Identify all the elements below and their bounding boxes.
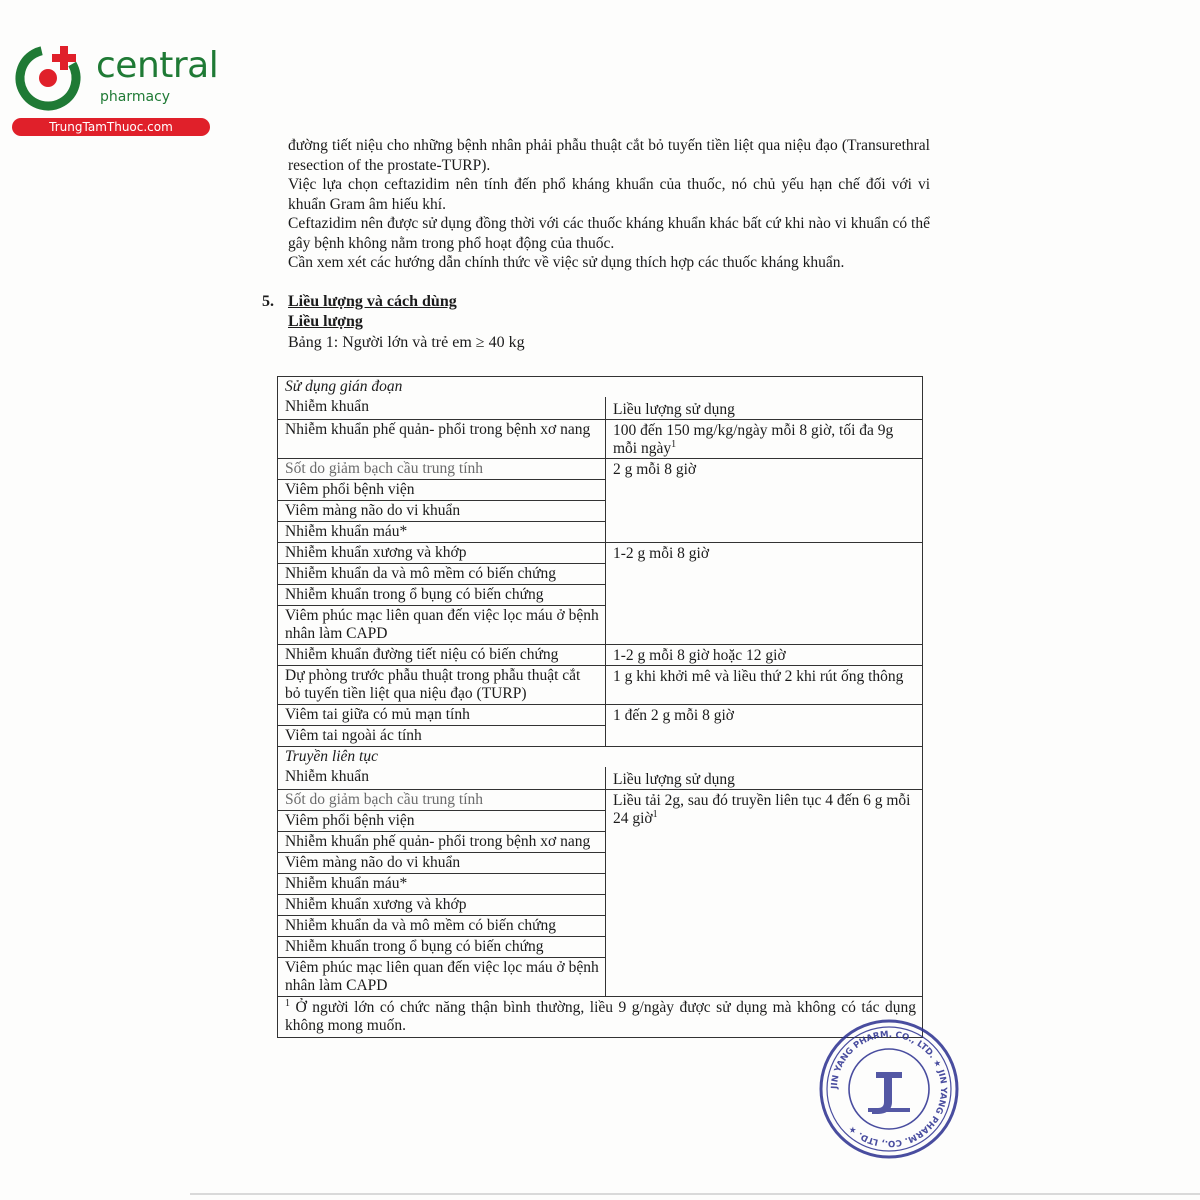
dose-text: 100 đến 150 mg/kg/ngày mỗi 8 giờ, tối đa 9g mỗi ngày: [613, 422, 894, 457]
central-pharmacy-logo: [10, 38, 220, 138]
logo-website: TrungTamThuoc.com: [12, 118, 210, 136]
infection-cell: Nhiễm khuẩn phế quản- phổi trong bệnh xơ nang: [278, 831, 605, 852]
company-seal-stamp: [818, 1018, 960, 1160]
dose-cell: [606, 789, 923, 996]
dose-cell: 1-2 g mỗi 8 giờ hoặc 12 giờ: [606, 644, 923, 665]
column-header-dose: Liều lượng sử dụng: [613, 401, 735, 418]
logo-subtitle: pharmacy: [100, 89, 171, 105]
infection-cell: Nhiễm khuẩn trong ổ bụng có biến chứng: [278, 936, 605, 957]
table-section-header: Sử dụng gián đoạn: [285, 378, 403, 395]
intro-paragraph: Việc lựa chọn ceftazidim nên tính đến phổ kháng khuẩn của thuốc, nó chủ yếu hạn chế đối với vi khuẩn Gram âm hiếu khí.: [288, 176, 930, 213]
table-row: [278, 789, 922, 996]
intro-text: [288, 136, 930, 273]
logo-wordmark: central: [96, 45, 219, 86]
table-caption: Bảng 1: Người lớn và trẻ em ≥ 40 kg: [288, 334, 525, 351]
infection-cell: Viêm phổi bệnh viện: [278, 479, 605, 500]
footnote-ref: 1: [671, 438, 677, 450]
infection-cell: Nhiễm khuẩn máu*: [278, 521, 605, 542]
infection-cell: Nhiễm khuẩn da và mô mềm có biến chứng: [278, 915, 605, 936]
section-subtitle: Liều lượng: [288, 313, 363, 330]
dosage-table: [277, 376, 923, 1038]
infection-cell: Nhiễm khuẩn đường tiết niệu có biến chứng: [278, 644, 605, 665]
table-row: [278, 644, 922, 665]
intro-paragraph: Cần xem xét các hướng dẫn chính thức về việc sử dụng thích hợp các thuốc kháng khuẩn.: [288, 254, 845, 271]
intro-paragraph: đường tiết niệu cho những bệnh nhân phải phẫu thuật cắt bỏ tuyến tiền liệt qua niệu đạo (Transurethral resection of the prostate-TURP).: [288, 137, 930, 174]
stamp-ring-text: JIN YANG PHARM. CO., LTD. ★ JIN YANG PHARM. CO., LTD. ★: [829, 1029, 949, 1149]
table-row: [278, 665, 922, 704]
table-row: [278, 458, 922, 542]
dose-cell: [606, 419, 923, 458]
table-row: [278, 704, 922, 746]
logo-c-cross-icon: [10, 38, 90, 118]
infection-cell: Sốt do giảm bạch cầu trung tính: [278, 458, 605, 479]
infection-cell: Viêm phúc mạc liên quan đến việc lọc máu ở bệnh nhân làm CAPD: [278, 605, 605, 644]
dose-text: Liều tải 2g, sau đó truyền liên tục 4 đến 6 g mỗi 24 giờ: [613, 792, 911, 827]
table-section-header: Truyền liên tục: [278, 746, 922, 767]
infection-cell: Viêm màng não do vi khuẩn: [278, 500, 605, 521]
footnote-text: Ở người lớn có chức năng thận bình thường, liều 9 g/ngày được sử dụng mà không có tác dụng không mong muốn.: [285, 999, 916, 1034]
infection-cell: Viêm phổi bệnh viện: [278, 810, 605, 831]
table-row: [278, 542, 922, 644]
infection-cell: Viêm phúc mạc liên quan đến việc lọc máu ở bệnh nhân làm CAPD: [278, 957, 605, 996]
footnote-mark: 1: [285, 997, 290, 1009]
infection-cell: Nhiễm khuẩn phế quản- phổi trong bệnh xơ nang: [278, 419, 605, 440]
section-number: 5.: [262, 293, 274, 310]
table-header-row: [278, 397, 922, 419]
infection-cell: Sốt do giảm bạch cầu trung tính: [278, 789, 605, 810]
column-header-infection: Nhiễm khuẩn: [285, 398, 369, 415]
infection-cell: Nhiễm khuẩn xương và khớp: [278, 542, 605, 563]
table-row: [278, 419, 922, 458]
dose-cell: 1 đến 2 g mỗi 8 giờ: [606, 704, 923, 746]
infection-cell: Viêm tai giữa có mủ mạn tính: [278, 704, 605, 725]
page-bottom-edge: [190, 1193, 1200, 1195]
footnote-ref: 1: [652, 808, 658, 820]
column-header-infection: Nhiễm khuẩn: [285, 768, 369, 785]
infection-cell: Nhiễm khuẩn xương và khớp: [278, 894, 605, 915]
intro-paragraph: Ceftazidim nên được sử dụng đồng thời với các thuốc kháng khuẩn khác bất cứ khi nào vi khuẩn có thể gây bệnh không nằm trong phổ hoạt động của thuốc.: [288, 215, 930, 252]
dose-cell: 2 g mỗi 8 giờ: [606, 458, 923, 542]
infection-cell: Nhiễm khuẩn da và mô mềm có biến chứng: [278, 563, 605, 584]
infection-cell: Viêm màng não do vi khuẩn: [278, 852, 605, 873]
section-title: Liều lượng và cách dùng: [288, 293, 457, 310]
dose-cell: 1 g khi khởi mê và liều thứ 2 khi rút ống thông: [606, 665, 923, 704]
column-header-dose: Liều lượng sử dụng: [613, 771, 735, 788]
table-header-row: [278, 767, 922, 789]
infection-cell: Viêm tai ngoài ác tính: [278, 725, 605, 746]
infection-cell: Nhiễm khuẩn máu*: [278, 873, 605, 894]
infection-cell: Dự phòng trước phẫu thuật trong phẫu thuật cắt bỏ tuyến tiền liệt qua niệu đạo (TURP): [278, 665, 605, 704]
infection-cell: Nhiễm khuẩn trong ổ bụng có biến chứng: [278, 584, 605, 605]
dose-cell: 1-2 g mỗi 8 giờ: [606, 542, 923, 644]
